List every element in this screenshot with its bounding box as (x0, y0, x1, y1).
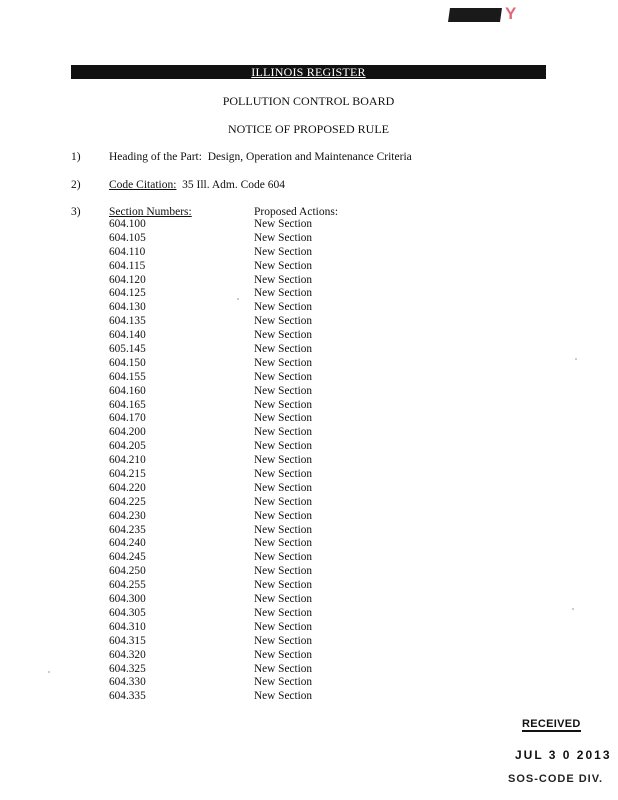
section-number: 604.320 (109, 648, 146, 661)
received-stamp: RECEIVED (522, 718, 581, 730)
section-number: 604.140 (109, 329, 146, 342)
section-number: 604.170 (109, 412, 146, 425)
proposed-action: New Section (254, 676, 313, 689)
section-number: 604.335 (109, 690, 146, 703)
proposed-action: New Section (254, 662, 313, 675)
section-number: 604.115 (109, 259, 146, 272)
register-header-bar (71, 65, 546, 79)
section-number: 604.255 (109, 579, 146, 592)
agency-name: POLLUTION CONTROL BOARD (222, 94, 395, 108)
proposed-action: New Section (254, 218, 313, 230)
item-1-number: 1) (71, 151, 81, 163)
item-2-label: Code Citation: (109, 179, 177, 191)
section-number: 604.125 (109, 287, 146, 300)
section-number: 604.325 (109, 662, 146, 675)
section-number: 604.105 (109, 231, 146, 244)
item-1-label: Heading of the Part: (109, 151, 202, 163)
section-number: 604.100 (109, 218, 146, 230)
scan-speck (575, 358, 577, 360)
item-2-number: 2) (71, 179, 81, 191)
proposed-action: New Section (254, 495, 313, 508)
proposed-action: New Section (254, 565, 313, 578)
proposed-actions-heading: Proposed Actions: (254, 206, 339, 218)
proposed-action: New Section (254, 231, 313, 244)
section-number: 604.305 (109, 606, 146, 619)
section-number: 604.135 (109, 315, 146, 328)
proposed-action: New Section (254, 523, 313, 536)
section-number: 604.205 (109, 440, 146, 453)
proposed-action: New Section (254, 426, 313, 439)
section-number: 604.220 (109, 481, 146, 494)
proposed-action: New Section (254, 440, 313, 453)
proposed-action: New Section (254, 384, 313, 397)
proposed-action: New Section (254, 468, 313, 481)
proposed-action: New Section (254, 509, 313, 522)
proposed-action: New Section (254, 301, 313, 314)
proposed-action: New Section (254, 245, 313, 258)
scan-speck (237, 298, 239, 300)
division-stamp: SOS-CODE DIV. (508, 773, 604, 785)
section-number: 604.300 (109, 593, 146, 606)
proposed-action: New Section (254, 606, 313, 619)
copy-stamp (449, 4, 519, 24)
section-numbers-heading: Section Numbers: (109, 206, 192, 218)
section-number: 604.110 (109, 245, 146, 258)
scan-speck (48, 671, 50, 673)
proposed-action: New Section (254, 593, 313, 606)
section-number: 604.160 (109, 384, 146, 397)
date-stamp: JUL 3 0 2013 (515, 748, 612, 762)
item-2-text (109, 179, 285, 191)
section-number: 604.315 (109, 634, 146, 647)
section-number: 604.225 (109, 495, 146, 508)
proposed-action: New Section (254, 690, 313, 703)
register-title: ILLINOIS REGISTER (251, 65, 366, 79)
redaction-blot (448, 8, 502, 22)
proposed-action: New Section (254, 315, 313, 328)
proposed-action: New Section (254, 259, 313, 272)
proposed-action: New Section (254, 412, 313, 425)
proposed-action: New Section (254, 648, 313, 661)
proposed-action: New Section (254, 356, 313, 369)
section-number: 604.235 (109, 523, 146, 536)
scan-speck (572, 608, 574, 610)
section-number: 605.145 (109, 343, 146, 356)
proposed-action: New Section (254, 398, 313, 411)
section-number: 604.200 (109, 426, 146, 439)
proposed-action: New Section (254, 481, 313, 494)
proposed-action: New Section (254, 273, 313, 286)
section-number: 604.240 (109, 537, 146, 550)
item-1-text (109, 151, 412, 163)
section-number: 604.210 (109, 454, 146, 467)
proposed-action: New Section (254, 329, 313, 342)
proposed-action: New Section (254, 551, 313, 564)
item-3-number: 3) (71, 206, 81, 218)
section-number: 604.330 (109, 676, 146, 689)
notice-title: NOTICE OF PROPOSED RULE (227, 122, 389, 136)
section-number: 604.215 (109, 468, 146, 481)
proposed-action: New Section (254, 287, 313, 300)
section-number: 604.250 (109, 565, 146, 578)
section-number: 604.130 (109, 301, 146, 314)
section-number: 604.310 (109, 620, 146, 633)
proposed-action: New Section (254, 537, 313, 550)
section-number: 604.150 (109, 356, 146, 369)
proposed-action: New Section (254, 579, 313, 592)
item-1-value: Design, Operation and Maintenance Criteria (207, 151, 412, 163)
proposed-action: New Section (254, 370, 313, 383)
proposed-action: New Section (254, 634, 313, 647)
section-number: 604.120 (109, 273, 146, 286)
section-number: 604.155 (109, 370, 146, 383)
proposed-action: New Section (254, 620, 313, 633)
copy-stamp-tail: Y (505, 4, 520, 23)
section-number: 604.165 (109, 398, 146, 411)
section-number: 604.230 (109, 509, 146, 522)
item-2-value: 35 Ill. Adm. Code 604 (182, 179, 286, 191)
proposed-action: New Section (254, 343, 313, 356)
section-number: 604.245 (109, 551, 146, 564)
proposed-action: New Section (254, 454, 313, 467)
